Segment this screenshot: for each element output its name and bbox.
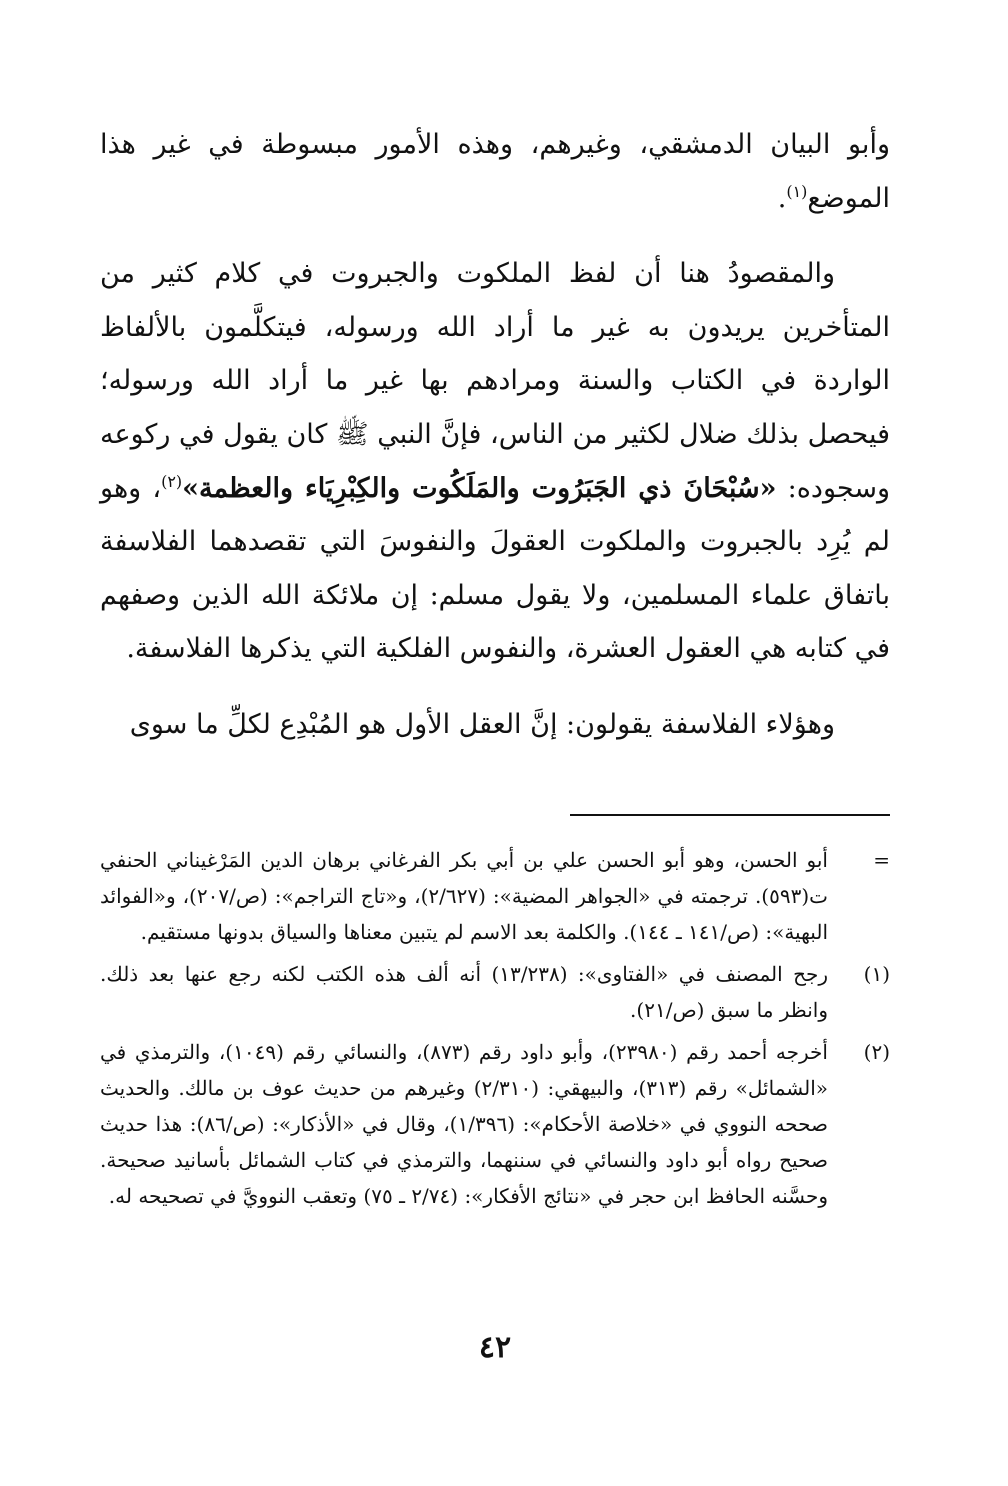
- footnote-separator: [570, 814, 890, 816]
- footnote-text: أبو الحسن، وهو أبو الحسن علي بن أبي بكر الفرغاني برهان الدين المَرْغيناني الحنفي ت(٥٩٣). ترجمته في «الجواهر المضية»: (٢/٦٢٧)، و«تاج التراجم»: (ص/٢٠٧)، و«الفوائد البهية»: (ص/١٤١ ـ ١٤٤). والكلمة بعد الاسم لم يتبين معناها والسياق بدونها مستقيم.: [100, 847, 828, 944]
- footnote-marker: (٢): [863, 1039, 890, 1064]
- document-page: [100, 118, 890, 1458]
- paragraph-text: وهؤلاء الفلاسفة يقولون: إنَّ العقل الأول هو المُبْدِع لكلِّ ما سوى: [129, 708, 835, 740]
- footnote-text: أخرجه أحمد رقم (٢٣٩٨٠)، وأبو داود رقم (٨٧٣)، والنسائي رقم (١٠٤٩)، والترمذي في «الشمائل» رقم (٣١٣)، والبيهقي: (٢/٣١٠) وغيرهم من حديث عوف بن مالك. والحديث صححه النووي في «خلاصة الأحكام»: (١/٣٩٦)، وقال في «الأذكار»: (ص/٨٦): هذا حديث صحيح رواه أبو داود والنسائي في سننهما، والترمذي في كتاب الشمائل بأسانيد صحيحة. وحسَّنه الحافظ ابن حجر في «نتائج الأفكار»: (٢/٧٤ ـ ٧٥) وتعقب النوويَّ في تصحيحه له.: [100, 1039, 828, 1208]
- footnote-continuation: [100, 842, 890, 950]
- paragraph-text: وأبو البيان الدمشقي، وغيرهم، وهذه الأمور مبسوطة في غير هذا الموضع: [100, 129, 890, 214]
- footnote-2: [100, 1034, 890, 1214]
- footnote-marker: (١): [863, 961, 890, 986]
- hadith-quote: «سُبْحَانَ ذي الجَبَرُوت والمَلَكُوت والكِبْرِيَاء والعظمة»: [182, 472, 777, 504]
- footnotes-section: [100, 842, 890, 1214]
- body-paragraph-2: [100, 247, 890, 676]
- footnote-reference-1[interactable]: (١): [786, 181, 808, 201]
- footnote-marker: =: [873, 847, 890, 872]
- paragraph-text: .: [777, 182, 787, 214]
- body-paragraph-1: [100, 118, 890, 225]
- footnote-reference-2[interactable]: (٢): [161, 471, 183, 491]
- body-paragraph-3: [100, 698, 890, 752]
- paragraph-text: والمقصودُ هنا أن لفظ الملكوت والجبروت في كلام كثير من المتأخرين يريدون به غير ما أراد الله ورسوله، فيتكلَّمون بالألفاظ الواردة في الكتاب والسنة ومرادهم بها غير ما أراد الله ورسوله؛ فيحصل بذلك ضلال لكثير من الناس، فإنَّ النبي ﷺ كان يقول في ركوعه وسجوده:: [100, 258, 890, 504]
- paragraph-text: ، وهو لم يُرِد بالجبروت والملكوت العقولَ والنفوسَ التي تقصدهما الفلاسفة باتفاق علماء المسلمين، ولا يقول مسلم: إن ملائكة الله الذين وصفهم في كتابه هي العقول العشرة، والنفوس الفلكية التي يذكرها الفلاسفة.: [100, 472, 890, 665]
- footnote-1: [100, 956, 890, 1028]
- footnote-text: رجح المصنف في «الفتاوى»: (١٣/٢٣٨) أنه ألف هذه الكتب لكنه رجع عنها بعد ذلك. وانظر ما سبق (ص/٢١).: [100, 961, 828, 1022]
- page-number: ٤٢: [478, 1330, 512, 1365]
